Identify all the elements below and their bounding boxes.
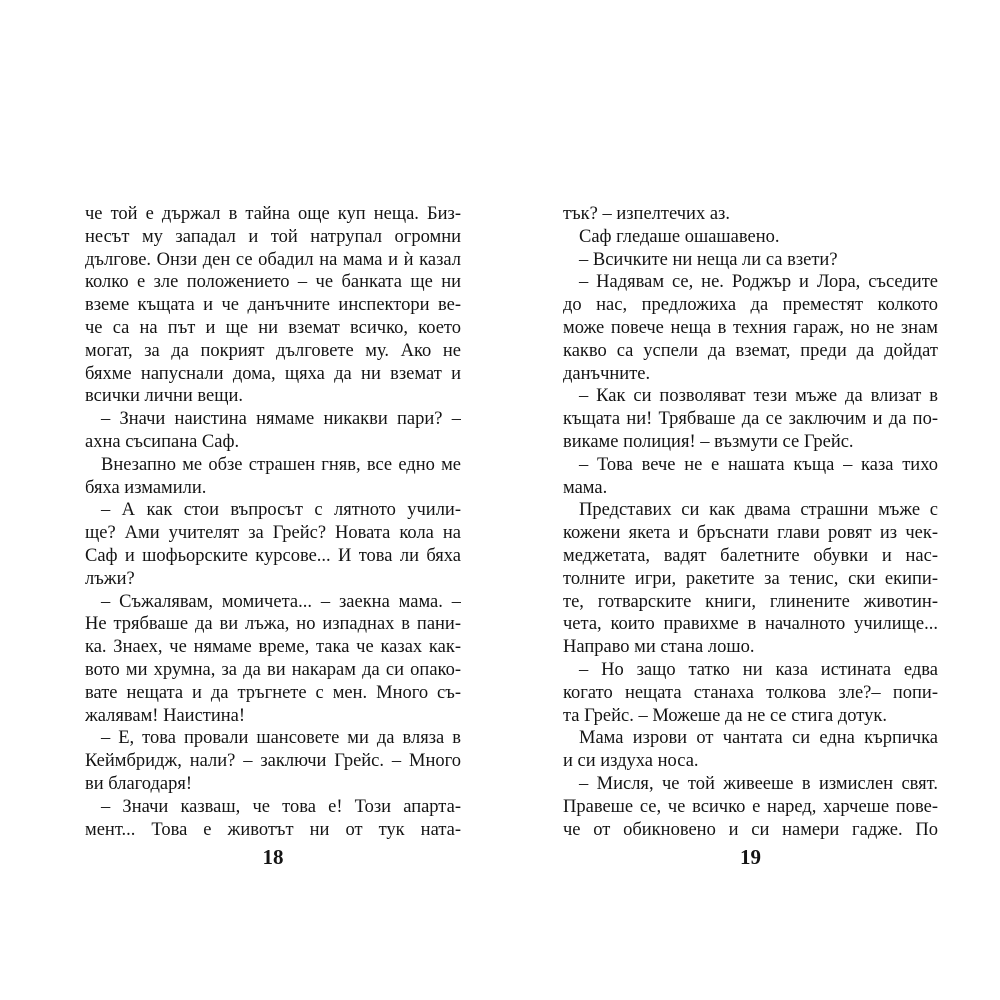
- text-line: ви благодаря!: [85, 773, 193, 794]
- text-line: толните игри, ракетите за тенис, ски екипи-: [563, 568, 938, 589]
- paragraph: [563, 203, 938, 226]
- text-line: Внезапно ме обзе страшен гняв, все едно ме: [101, 454, 461, 475]
- paragraph: [563, 249, 938, 272]
- text-line: може повече неща в техния гараж, но не знам: [563, 317, 938, 338]
- page-number: 19: [740, 845, 761, 869]
- text-line: че от обикновено и си намери гадже. По: [563, 819, 938, 840]
- text-line: Кеймбридж, нали? – заключи Грейс. – Много: [85, 751, 461, 772]
- text-line: мент... Това е животът ни от тук ната-: [85, 819, 461, 840]
- text-line: че той е държал в тайна още куп неща. Биз-: [85, 204, 461, 224]
- text-line: дългове. Онзи ден се обадил на мама и ѝ казал: [85, 249, 461, 270]
- page-left: [85, 0, 461, 1000]
- paragraph: [85, 408, 461, 454]
- text-line: Правеше се, че всичко е наред, харчеше пове-: [563, 796, 938, 817]
- paragraph: [563, 727, 938, 773]
- paragraph: [563, 659, 938, 727]
- text-line: ахна съсипана Саф.: [85, 431, 240, 452]
- paragraph: [563, 454, 938, 500]
- text-line: викаме полиция! – възмути се Грейс.: [563, 431, 854, 452]
- text-line: бяха измамили.: [85, 477, 207, 498]
- text-line: тък? – изпелтечих аз.: [563, 204, 730, 224]
- text-line: Мама изрови от чантата си една кърпичка: [579, 728, 938, 749]
- text-line: бяхме напуснали дома, щяха да ни вземат и: [85, 363, 461, 384]
- text-line: те, готварските книги, глинените животин-: [563, 591, 938, 612]
- text-line: жалявам! Наистина!: [85, 705, 246, 726]
- paragraph: [85, 591, 461, 728]
- text-line: кожени якета и бръснати глави ровят из чек-: [563, 523, 938, 544]
- text-line: – Значи наистина нямаме никакви пари? –: [101, 409, 461, 430]
- text-line: чета, които правихме в началното училище...: [563, 614, 938, 635]
- text-line: данъчните.: [563, 363, 651, 384]
- paragraph: [563, 385, 938, 453]
- text-line: – А как стои въпросът с лятното учили-: [101, 500, 461, 521]
- text-line: какво са успели да вземат, преди да дойдат: [563, 340, 938, 361]
- paragraph: [563, 226, 938, 249]
- text-line: Саф и шофьорските курсове... И това ли бяха: [85, 545, 461, 566]
- text-line: – Е, това провали шансовете ми да вляза в: [101, 728, 461, 749]
- paragraph: [85, 454, 461, 500]
- text-line: мама.: [563, 477, 608, 498]
- text-column: [85, 203, 461, 841]
- text-line: – Това вече не е нашата къща – каза тихо: [579, 454, 938, 475]
- text-line: несът му западал и той натрупал огромни: [85, 226, 461, 247]
- text-line: колко е зле положението – че банката ще ни: [85, 272, 461, 293]
- text-line: вземе къщата и че данъчните инспектори ве-: [85, 295, 461, 316]
- text-column: [563, 203, 938, 841]
- text-line: та Грейс. – Можеше да не се стига дотук.: [563, 705, 887, 726]
- paragraph: [85, 796, 461, 842]
- text-line: меджетата, вадят балетните обувки и нас-: [563, 545, 938, 566]
- text-line: Направо ми стана лошо.: [563, 637, 755, 658]
- text-line: ще? Ами учителят за Грейс? Новата кола на: [85, 523, 461, 544]
- text-line: Не трябваше да ви лъжа, но изпаднах в пани-: [85, 614, 461, 635]
- page-number: 18: [262, 845, 284, 869]
- text-line: Представих си как двама страшни мъже с: [579, 500, 938, 521]
- paragraph: [85, 727, 461, 795]
- paragraph: [563, 271, 938, 385]
- text-line: – Мисля, че той живееше в измислен свят.: [579, 773, 938, 794]
- text-line: и си издуха носа.: [563, 751, 699, 772]
- paragraph: [85, 499, 461, 590]
- text-line: Саф гледаше ошашавено.: [579, 226, 780, 247]
- text-line: че са на път и ще ни вземат всичко, което: [85, 317, 461, 338]
- text-line: – Надявам се, не. Роджър и Лора, съседите: [579, 272, 938, 293]
- text-line: ка. Знаех, че нямаме време, така че казах как-: [85, 637, 461, 658]
- text-line: – Но защо татко ни каза истината едва: [579, 659, 938, 680]
- text-line: могат, за да покрият дълговете му. Ако не: [85, 340, 461, 361]
- text-line: лъжи?: [85, 568, 135, 589]
- paragraph: [85, 203, 461, 408]
- paragraph: [563, 773, 938, 841]
- text-line: – Значи казваш, че това е! Този апарта-: [101, 796, 461, 817]
- text-line: вате нещата и да тръгнете с мен. Много съ-: [85, 682, 461, 703]
- text-line: вото ми хрумна, за да ви накарам да си опако-: [85, 659, 461, 680]
- text-line: – Съжалявам, момичета... – заекна мама. –: [101, 591, 461, 612]
- text-line: – Как си позволяват тези мъже да влизат в: [579, 386, 938, 407]
- text-line: до нас, предложиха да преместят колкото: [563, 295, 938, 316]
- paragraph: [563, 499, 938, 659]
- text-line: всички лични вещи.: [85, 386, 244, 407]
- page-right: [563, 0, 938, 1000]
- text-line: – Всичките ни неща ли са взети?: [579, 249, 838, 270]
- text-line: когато нещата станаха толкова зле?– попи-: [563, 682, 938, 703]
- text-line: къщата ни! Трябваше да се заключим и да по-: [563, 409, 938, 430]
